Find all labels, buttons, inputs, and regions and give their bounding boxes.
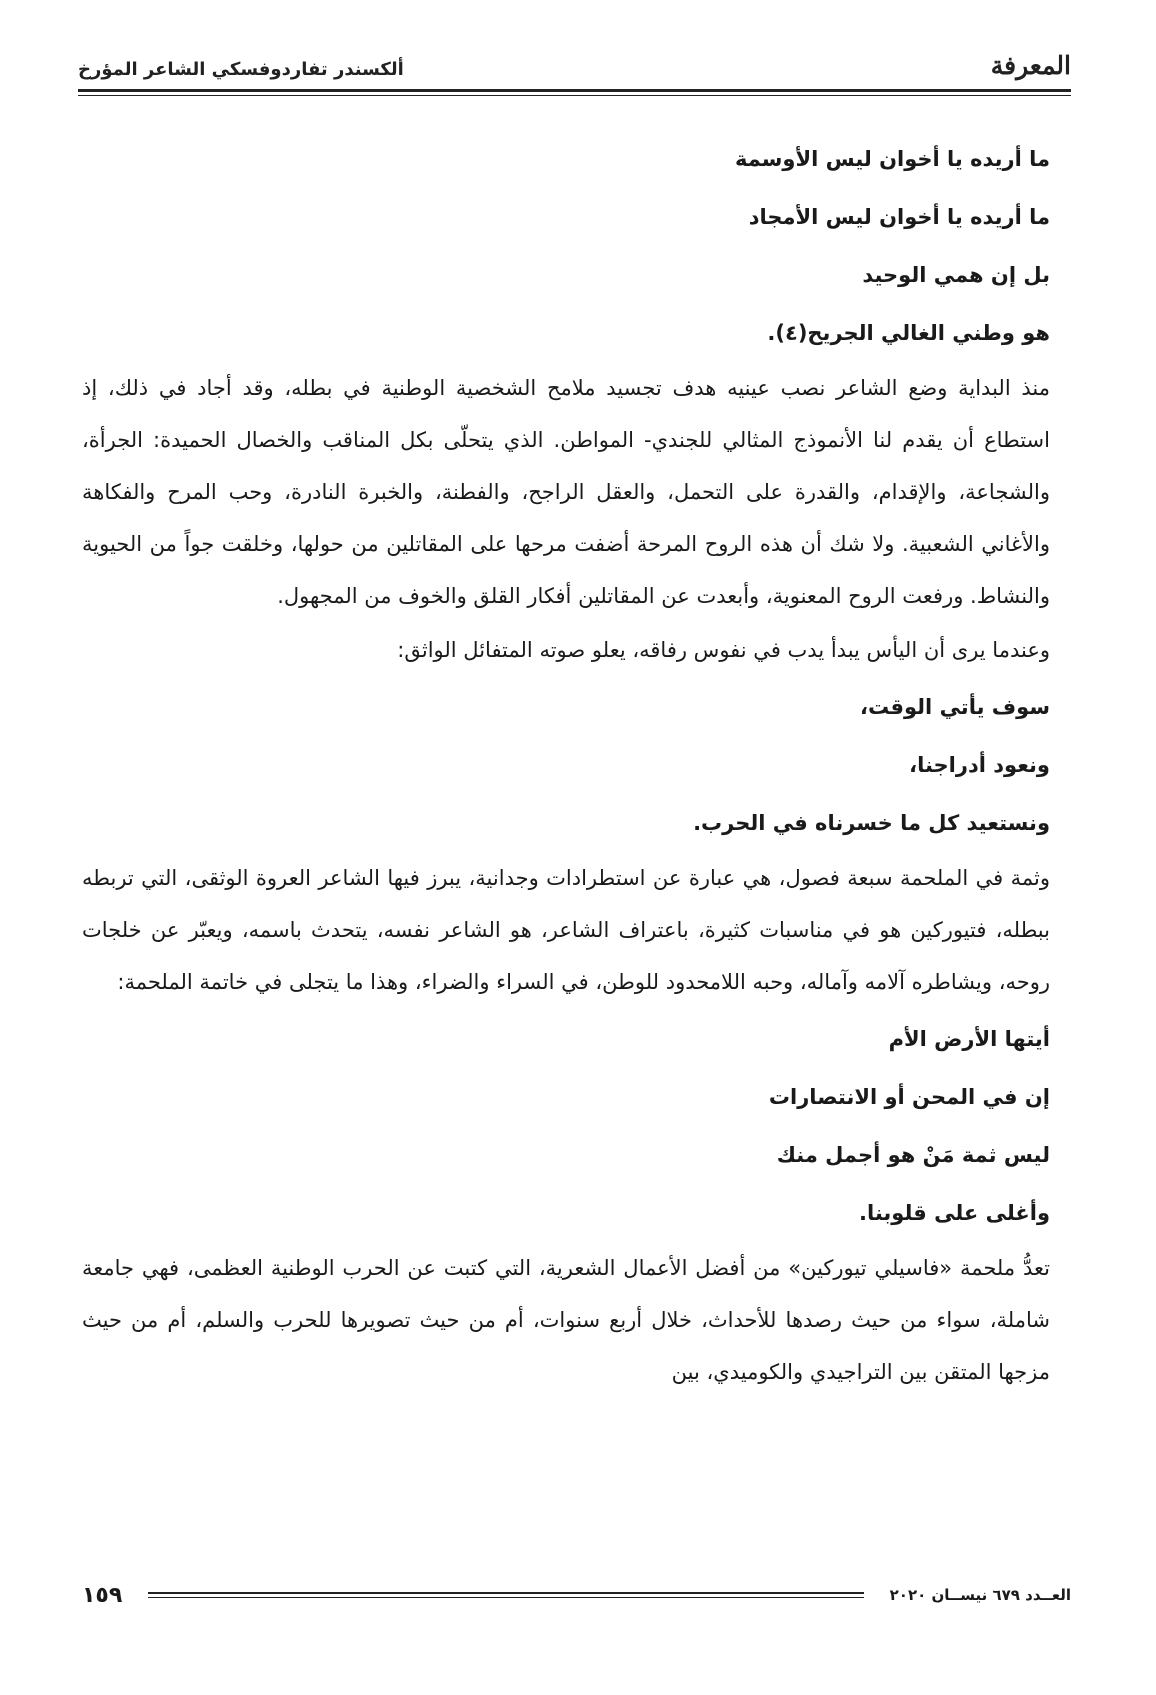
article-body bbox=[82, 130, 1050, 1400]
verse-line: بل إن همي الوحيد bbox=[862, 263, 1050, 287]
magazine-logo: المعرفة bbox=[990, 51, 1071, 80]
header-rule bbox=[78, 89, 1071, 92]
verse-line: سوف يأتي الوقت، bbox=[860, 695, 1050, 719]
verse-line: وأغلى على قلوبنا. bbox=[858, 1201, 1050, 1225]
paragraph: وعندما يرى أن اليأس يبدأ يدب في نفوس رفاقه، يعلو صوته المتفائل الواثق: bbox=[397, 638, 1050, 662]
verse-line: إن في المحن أو الانتصارات bbox=[768, 1085, 1050, 1109]
paragraph: منذ البداية وضع الشاعر نصب عينيه هدف تجسيد ملامح الشخصية الوطنية في بطله، وقد أجاد في ذلك، إذ استطاع أن يقدم لنا الأنموذج المثالي للجندي- المواطن. الذي يتحلّى بكل المناقب والخصال الحميدة: الجرأة، والشجاعة، والإقدام، والقدرة على التحمل، والعقل الراجح، والفطنة، والخبرة النادرة، وحب المرح والفكاهة والأغاني الشعبية. ولا شك أن هذه الروح المرحة أضفت مرحها على المقاتلين من حولها، وخلقت جواً من الحيوية والنشاط. ورفعت الروح المعنوية، وأبعدت عن المقاتلين أفكار القلق والخوف من المجهول. bbox=[82, 376, 1050, 608]
verse-line: ما أريده يا أخوان ليس الأوسمة bbox=[734, 147, 1050, 171]
verse-line: أيتها الأرض الأم bbox=[888, 1027, 1050, 1051]
footer-rule bbox=[148, 1590, 863, 1600]
verse-line: هو وطني الغالي الجريح(٤). bbox=[767, 321, 1050, 345]
paragraph: تعدُّ ملحمة «فاسيلي تيوركين» من أفضل الأعمال الشعرية، التي كتبت عن الحرب الوطنية العظمى، فهي جامعة شاملة، سواء من حيث رصدها للأحداث، خلال أربع سنوات، أم من حيث تصويرها للحرب والسلم، أم من حيث مزجها المتقن بين التراجيدي والكوميدي، بين bbox=[82, 1256, 1050, 1384]
running-title: ألكسندر تفاردوفسكي الشاعر المؤرخ bbox=[78, 59, 404, 80]
page-number: ١٥٩ bbox=[82, 1582, 123, 1608]
verse-block-1 bbox=[82, 130, 1050, 362]
verse-block-2 bbox=[82, 678, 1050, 852]
header-rule-thin bbox=[78, 95, 1071, 96]
verse-line: ما أريده يا أخوان ليس الأمجاد bbox=[748, 205, 1050, 229]
issue-label: العــدد ٦٧٩ نيســان ٢٠٢٠ bbox=[889, 1586, 1071, 1604]
page-footer bbox=[82, 1578, 1071, 1612]
verse-line: ليس ثمة مَنْ هو أجمل منك bbox=[776, 1143, 1050, 1167]
page-header bbox=[78, 40, 1071, 80]
verse-block-3 bbox=[82, 1010, 1050, 1242]
verse-line: ونعود أدراجنا، bbox=[909, 753, 1050, 777]
paragraph: وثمة في الملحمة سبعة فصول، هي عبارة عن استطرادات وجدانية، يبرز فيها الشاعر العروة الوثقى، التي تربطه ببطله، فتيوركين هو في مناسبات كثيرة، باعتراف الشاعر، هو الشاعر نفسه، يتحدث باسمه، ويعبّر عن خلجات روحه، ويشاطره آلامه وآماله، وحبه اللامحدود للوطن، في السراء والضراء، وهذا ما يتجلى في خاتمة الملحمة: bbox=[82, 866, 1050, 994]
verse-line: ونستعيد كل ما خسرناه في الحرب. bbox=[693, 811, 1050, 835]
